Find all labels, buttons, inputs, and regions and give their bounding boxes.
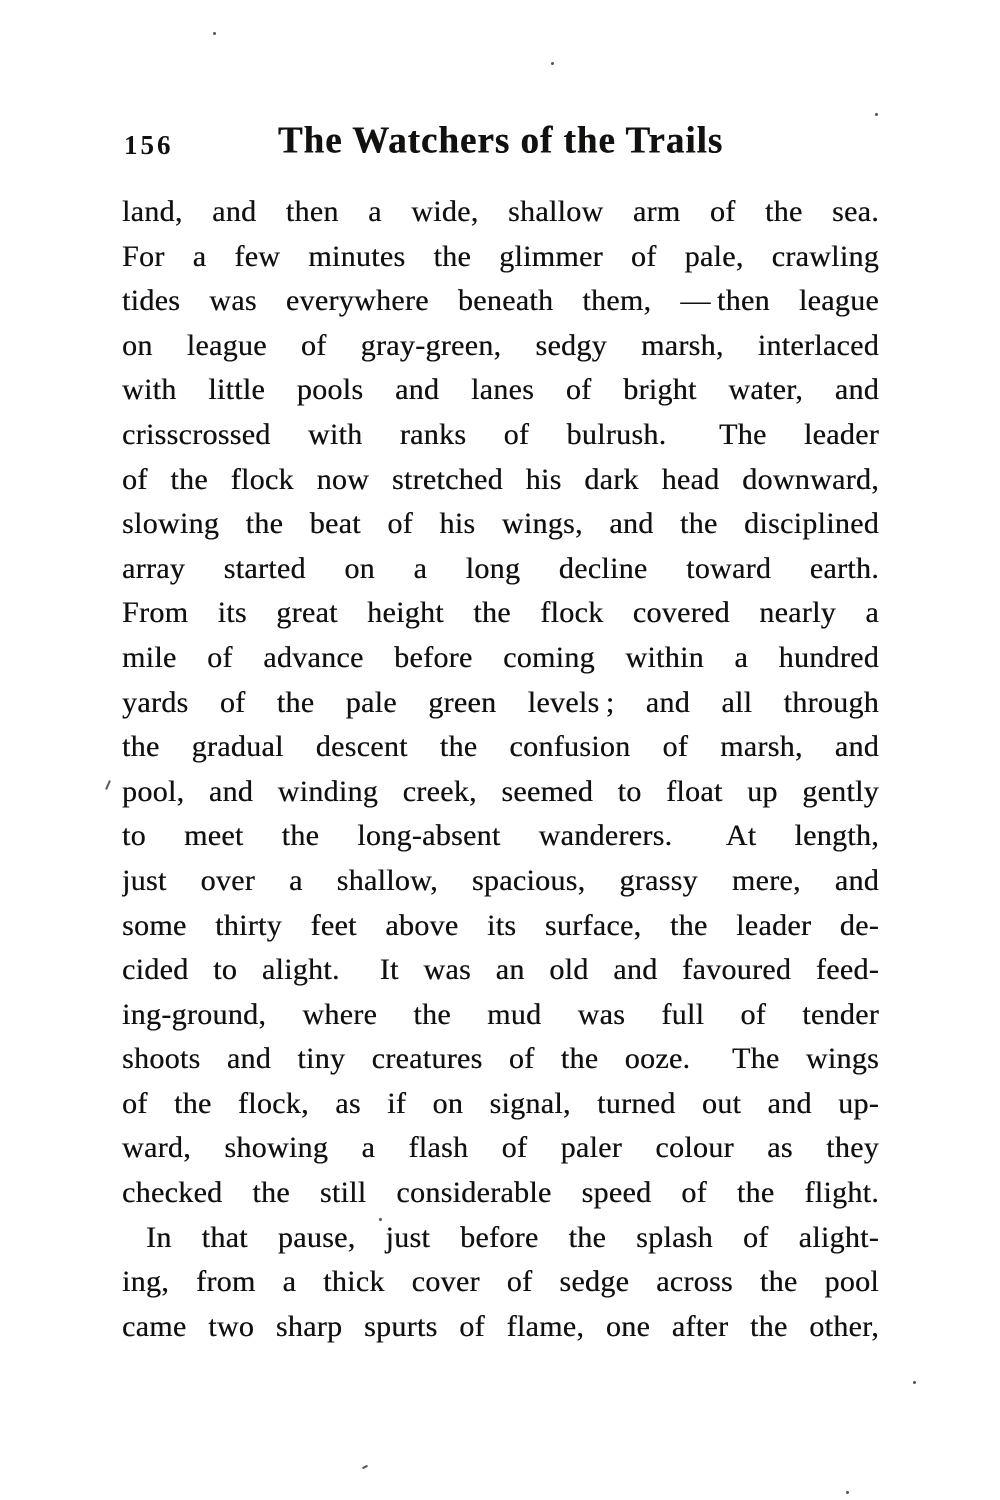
text-line: slowing the beat of his wings, and the disciplined [122, 507, 879, 541]
ink-speck [362, 1465, 368, 1470]
ink-speck [105, 780, 111, 790]
ink-speck [913, 1381, 916, 1384]
running-head-title: The Watchers of the Trails [277, 119, 724, 162]
text-line: of the flock now stretched his dark head downward, [122, 462, 879, 496]
text-line: the gradual descent the confusion of marsh, and [122, 730, 879, 764]
page-number: 156 [124, 130, 174, 160]
ink-speck [846, 1491, 849, 1494]
text-line: land, and then a wide, shallow arm of the sea. [122, 195, 879, 228]
text-line: pool, and winding creek, seemed to float up gently [122, 774, 879, 808]
text-line: From its great height the flock covered nearly a [122, 596, 879, 630]
text-line: For a few minutes the glimmer of pale, crawling [122, 239, 879, 273]
text-line: ing-ground, where the mud was full of tender [122, 997, 879, 1031]
text-line: ward, showing a flash of paler colour as they [122, 1131, 879, 1165]
text-line: to meet the long-absent wanderers. At length, [122, 819, 879, 853]
text-line: checked the still considerable speed of the flight. [122, 1176, 879, 1210]
text-line: just over a shallow, spacious, grassy mere, and [122, 863, 879, 897]
ink-speck [379, 1218, 382, 1221]
text-line: crisscrossed with ranks of bulrush. The leader [122, 417, 879, 451]
text-line: some thirty feet above its surface, the leader de- [122, 908, 879, 942]
text-line: cided to alight. It was an old and favoured feed- [122, 953, 879, 987]
text-line: with little pools and lanes of bright water, and [122, 373, 879, 407]
ink-speck [213, 32, 216, 35]
text-line: mile of advance before coming within a hundred [122, 640, 879, 674]
text-line: yards of the pale green levels ; and all through [122, 685, 879, 719]
text-line: came two sharp spurts of flame, one after the other, [122, 1309, 879, 1343]
text-line: In that pause, just before the splash of alight- [146, 1220, 879, 1254]
text-line: array started on a long decline toward earth. [122, 551, 879, 585]
page-header [122, 118, 879, 164]
ink-speck [875, 113, 878, 116]
text-line: tides was everywhere beneath them, — then league [122, 284, 879, 318]
text-line: of the flock, as if on signal, turned out and up- [122, 1086, 879, 1120]
text-line: shoots and tiny creatures of the ooze. The wings [122, 1042, 879, 1076]
text-line: ing, from a thick cover of sedge across the pool [122, 1265, 879, 1299]
body-text [122, 190, 879, 1349]
text-line: on league of gray-green, sedgy marsh, interlaced [122, 328, 879, 362]
ink-speck [551, 62, 554, 65]
